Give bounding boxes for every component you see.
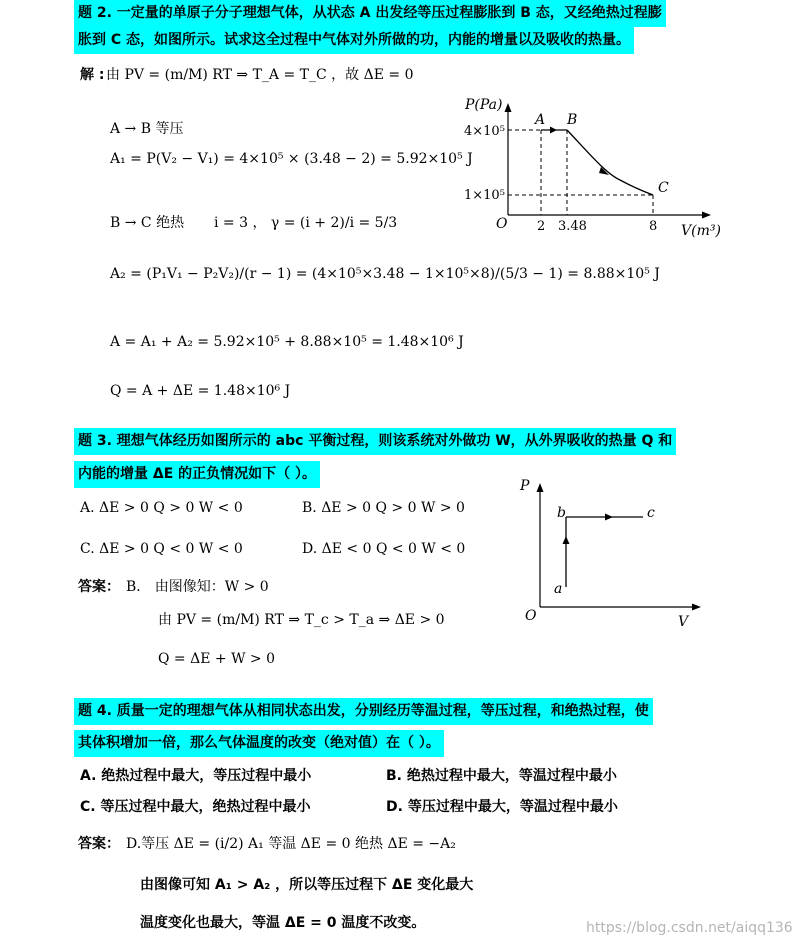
q3-y-arrow: [537, 483, 544, 492]
q3-chart-xlabel: V: [678, 614, 689, 630]
q2-isobaric-arrow: [550, 127, 557, 134]
q2-ab-label: A → B 等压: [110, 121, 184, 137]
q3-chart-ylabel: P: [520, 478, 530, 494]
q3-point-a: a: [554, 581, 563, 597]
q2-title-line2: 胀到 C 态，如图所示。试求这全过程中气体对外所做的功，内能的增量以及吸收的热量。: [74, 27, 634, 54]
q3-eq2: Q = ΔE + W > 0: [158, 651, 275, 667]
q2-chart-xlabel: V(m³): [681, 223, 721, 239]
q3-option-c: C. ΔE > 0 Q < 0 W < 0: [80, 541, 243, 557]
q4-line3: 温度变化也最大，等温 ΔE = 0 温度不改变。: [140, 915, 426, 931]
q2-y-arrow: [505, 103, 512, 112]
q3-option-d: D. ΔE < 0 Q < 0 W < 0: [302, 541, 466, 557]
q4-title-line2: 其体积增加一倍，那么气体温度的改变（绝对值）在（ ）。: [74, 730, 444, 757]
q2-point-c: C: [658, 180, 669, 196]
q2-chart-origin: O: [496, 216, 508, 232]
q3-answer-label: 答案：: [78, 579, 120, 595]
q2-eq-a2: A₂ = (P₁V₁ − P₂V₂)/(r − 1) = (4×10⁵×3.48 − 1×10⁵×8)/(5/3 − 1) = 8.88×10⁵ J: [110, 266, 660, 282]
q4-option-c: C. 等压过程中最大，绝热过程中最小: [80, 799, 311, 815]
q2-point-b: B: [567, 112, 578, 128]
q2-eq-a: A = A₁ + A₂ = 5.92×10⁵ + 8.88×10⁵ = 1.48×10⁶ J: [110, 334, 464, 350]
q4-option-a: A. 绝热过程中最大，等压过程中最小: [80, 768, 312, 784]
q2-xtick-2: 2: [537, 219, 546, 234]
q4-option-d: D. 等压过程中最大，等温过程中最小: [386, 799, 618, 815]
q3-chart-origin: O: [525, 608, 537, 624]
q2-eq-start: 由 PV = (m/M) RT ⇒ T_A = T_C ，故 ΔE = 0: [106, 67, 414, 83]
q2-chart-ylabel: P(Pa): [465, 97, 503, 113]
q2-xtick-348: 3.48: [558, 219, 587, 234]
q3-option-a: A. ΔE > 0 Q > 0 W < 0: [80, 500, 243, 516]
watermark: https://blog.csdn.net/aiqq136: [586, 920, 793, 936]
q4-option-b: B. 绝热过程中最大，等温过程中最小: [386, 768, 617, 784]
q2-adiabatic-curve: [567, 130, 653, 195]
q2-eq-gamma: i = 3 ， γ = (i + 2)/i = 5/3: [214, 215, 398, 231]
q4-line2: 由图像可知 A₁ > A₂ ，所以等压过程下 ΔE 变化最大: [140, 877, 474, 893]
q2-point-a: A: [535, 112, 546, 128]
q2-solution-label: 解 :: [80, 67, 105, 83]
q2-bc-label: B → C 绝热: [110, 215, 185, 231]
q3-x-arrow: [692, 604, 701, 611]
q4-answer-text: D.等压 ΔE = (i/2) A₁ 等温 ΔE = 0 绝热 ΔE = −A₂: [126, 836, 456, 852]
q3-answer-text: B． 由图像知：W > 0: [126, 579, 269, 595]
q2-xtick-8: 8: [649, 219, 658, 234]
q2-title-line1: 题 2. 一定量的单原子分子理想气体，从状态 A 出发经等压过程膨胀到 B 态，又经绝热过程膨: [74, 0, 666, 27]
q2-eq-a1: A₁ = P(V₂ − V₁) = 4×10⁵ × (3.48 − 2) = 5.92×10⁵ J: [110, 151, 473, 167]
q2-x-arrow: [702, 212, 711, 219]
q2-ytick-1e5: 1×10⁵: [464, 188, 505, 203]
q3-point-c: c: [647, 505, 655, 521]
q3-point-b: b: [557, 505, 566, 521]
q2-ytick-4e5: 4×10⁵: [464, 124, 505, 139]
q3-pv-chart: [525, 480, 705, 615]
q3-isochoric-arrow: [563, 536, 570, 544]
q2-eq-q: Q = A + ΔE = 1.48×10⁶ J: [110, 383, 291, 399]
q3-isobaric-arrow: [605, 514, 613, 521]
q3-title-line1: 题 3. 理想气体经历如图所示的 abc 平衡过程，则该系统对外做功 W，从外界吸收的热量 Q 和: [74, 428, 676, 455]
q3-option-b: B. ΔE > 0 Q > 0 W > 0: [302, 500, 465, 516]
q4-title-line1: 题 4. 质量一定的理想气体从相同状态出发，分别经历等温过程，等压过程，和绝热过程，使: [74, 698, 653, 725]
q3-eq1: 由 PV = (m/M) RT ⇒ T_c > T_a ⇒ ΔE > 0: [158, 612, 445, 628]
q3-title-line2: 内能的增量 ΔE 的正负情况如下（ ）。: [74, 461, 320, 488]
q4-answer-label: 答案：: [78, 836, 120, 852]
